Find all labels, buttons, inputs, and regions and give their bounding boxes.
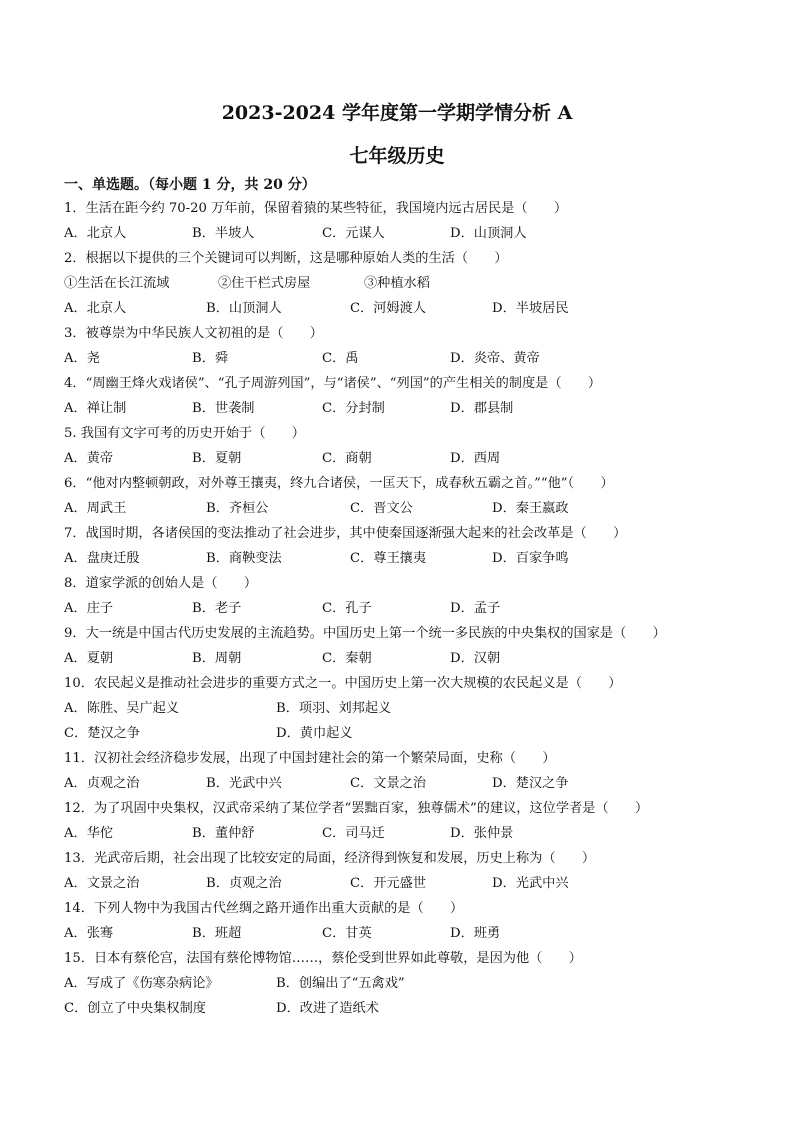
option-choice: A．尧 bbox=[64, 351, 100, 366]
option-choice: D．郡县制 bbox=[450, 401, 514, 416]
question-stem: 13．光武帝后期，社会出现了比较安定的局面，经济得到恢复和发展，历史上称为（ ） bbox=[64, 851, 596, 866]
question-stem: 9．大一统是中国古代历史发展的主流趋势。中国历史上第一个统一多民族的中央集权的国家是（ ） bbox=[64, 626, 666, 641]
option-choice: B．项羽、刘邦起义 bbox=[276, 701, 392, 716]
option-choice: B．半坡人 bbox=[192, 226, 255, 241]
question-stem: 5. 我国有文字可考的历史开始于（ ） bbox=[64, 426, 305, 441]
options-row bbox=[64, 696, 744, 721]
keyword: ②住干栏式房屋 bbox=[218, 276, 311, 291]
option-choice: C．分封制 bbox=[322, 401, 385, 416]
option-choice: A．写成了《伤寒杂病论》 bbox=[64, 976, 219, 991]
question-stem: 15．日本有蔡伦宫，法国有蔡伦博物馆……，蔡伦受到世界如此尊敬，是因为他（ ） bbox=[64, 951, 582, 966]
option-choice: C．孔子 bbox=[322, 601, 372, 616]
question-stem: 8．道家学派的创始人是（ ） bbox=[64, 576, 258, 591]
options-row bbox=[64, 396, 744, 421]
option-choice: B．夏朝 bbox=[192, 451, 242, 466]
options-row bbox=[64, 346, 744, 371]
option-choice: C．秦朝 bbox=[322, 651, 372, 666]
options-row bbox=[64, 721, 744, 746]
question-stem: 11．汉初社会经济稳步发展，出现了中国封建社会的第一个繁荣局面，史称（ ） bbox=[64, 751, 556, 766]
option-choice: D．秦王嬴政 bbox=[492, 501, 569, 516]
option-choice: B．贞观之治 bbox=[206, 876, 282, 891]
options-row bbox=[64, 446, 744, 471]
option-choice: C．商朝 bbox=[322, 451, 372, 466]
question-stem: 14．下列人物中为我国古代丝绸之路开通作出重大贡献的是（ ） bbox=[64, 901, 464, 916]
options-row bbox=[64, 496, 744, 521]
option-choice: C．甘英 bbox=[322, 926, 372, 941]
option-choice: D．黄巾起义 bbox=[276, 726, 353, 741]
option-choice: C．司马迁 bbox=[322, 826, 385, 841]
options-row bbox=[64, 921, 744, 946]
option-choice: B．齐桓公 bbox=[206, 501, 269, 516]
option-choice: A．庄子 bbox=[64, 601, 114, 616]
option-choice: B．光武中兴 bbox=[206, 776, 282, 791]
exam-title: 2023-2024 学年度第一学期学情分析 A bbox=[221, 102, 573, 124]
option-choice: A．北京人 bbox=[64, 301, 127, 316]
question-stem: 1．生活在距今约 70-20 万年前，保留着猿的某些特征，我国境内远古居民是（ ） bbox=[64, 201, 568, 216]
option-choice: C．楚汉之争 bbox=[64, 726, 141, 741]
option-choice: B．班超 bbox=[192, 926, 242, 941]
question-stem: 12．为了巩固中央集权，汉武帝采纳了某位学者“罢黜百家，独尊儒术”的建议，这位学者是（ ） bbox=[64, 801, 649, 816]
option-choice: D．汉朝 bbox=[450, 651, 501, 666]
options-row bbox=[64, 596, 744, 621]
option-choice: B．世袭制 bbox=[192, 401, 255, 416]
option-choice: D．楚汉之争 bbox=[492, 776, 569, 791]
option-choice: A．文景之治 bbox=[64, 876, 140, 891]
option-choice: C．禹 bbox=[322, 351, 359, 366]
option-choice: D．班勇 bbox=[450, 926, 501, 941]
question-stem: 3．被尊崇为中华民族人文初祖的是（ ） bbox=[64, 326, 323, 341]
options-row bbox=[64, 296, 744, 321]
options-row bbox=[64, 996, 744, 1021]
question-list bbox=[64, 196, 744, 1021]
option-choice: A．张骞 bbox=[64, 926, 114, 941]
option-choice: B．周朝 bbox=[192, 651, 242, 666]
option-choice: A．夏朝 bbox=[64, 651, 114, 666]
option-choice: D．孟子 bbox=[450, 601, 501, 616]
keyword: ③种植水稻 bbox=[364, 276, 430, 291]
option-choice: D．炎帝、黄帝 bbox=[450, 351, 540, 366]
option-choice: B．董仲舒 bbox=[192, 826, 255, 841]
exam-subtitle: 七年级历史 bbox=[349, 145, 445, 167]
option-choice: C．尊王攘夷 bbox=[350, 551, 427, 566]
option-choice: B．商鞅变法 bbox=[206, 551, 282, 566]
option-choice: A．周武王 bbox=[64, 501, 127, 516]
option-choice: A．陈胜、吴广起义 bbox=[64, 701, 180, 716]
option-choice: D．张仲景 bbox=[450, 826, 514, 841]
option-choice: C．文景之治 bbox=[350, 776, 427, 791]
options-row bbox=[64, 771, 744, 796]
option-choice: C．河姆渡人 bbox=[350, 301, 427, 316]
option-choice: A．华佗 bbox=[64, 826, 114, 841]
option-choice: C．创立了中央集权制度 bbox=[64, 1001, 206, 1016]
option-choice: B．创编出了“五禽戏” bbox=[276, 976, 405, 991]
option-choice: C．开元盛世 bbox=[350, 876, 427, 891]
option-choice: A．黄帝 bbox=[64, 451, 114, 466]
option-choice: A．禅让制 bbox=[64, 401, 127, 416]
options-row bbox=[64, 821, 744, 846]
question-keywords bbox=[64, 271, 744, 296]
options-row bbox=[64, 871, 744, 896]
option-choice: D．西周 bbox=[450, 451, 501, 466]
question-stem: 4．“周幽王烽火戏诸侯”、“孔子周游列国”，与“诸侯”、“列国”的产生相关的制度是（ ） bbox=[64, 376, 602, 391]
keyword: ①生活在长江流域 bbox=[64, 276, 170, 291]
option-choice: B．老子 bbox=[192, 601, 242, 616]
option-choice: B．舜 bbox=[192, 351, 229, 366]
option-choice: D．百家争鸣 bbox=[492, 551, 569, 566]
option-choice: C．元谋人 bbox=[322, 226, 385, 241]
option-choice: D．半坡居民 bbox=[492, 301, 569, 316]
option-choice: D．光武中兴 bbox=[492, 876, 569, 891]
question-stem: 2．根据以下提供的三个关键词可以判断，这是哪种原始人类的生活（ ） bbox=[64, 251, 508, 266]
option-choice: D．改进了造纸术 bbox=[276, 1001, 379, 1016]
option-choice: B．山顶洞人 bbox=[206, 301, 282, 316]
options-row bbox=[64, 546, 744, 571]
options-row bbox=[64, 646, 744, 671]
question-stem: 6．“他对内整顿朝政，对外尊王攘夷，终九合诸侯，一匡天下，成春秋五霸之首。”“他”（ ） bbox=[64, 476, 614, 491]
question-stem: 7．战国时期，各诸侯国的变法推动了社会进步，其中使秦国逐渐强大起来的社会改革是（ ） bbox=[64, 526, 627, 541]
option-choice: A．北京人 bbox=[64, 226, 127, 241]
option-choice: D．山顶洞人 bbox=[450, 226, 527, 241]
section-title: 一、单选题。（每小题 1 分，共 20 分） bbox=[64, 177, 316, 193]
option-choice: A．盘庚迁殷 bbox=[64, 551, 140, 566]
options-row bbox=[64, 221, 744, 246]
options-row bbox=[64, 971, 744, 996]
option-choice: A．贞观之治 bbox=[64, 776, 140, 791]
option-choice: C．晋文公 bbox=[350, 501, 413, 516]
question-stem: 10．农民起义是推动社会进步的重要方式之一。中国历史上第一次大规模的农民起义是（ ） bbox=[64, 676, 622, 691]
